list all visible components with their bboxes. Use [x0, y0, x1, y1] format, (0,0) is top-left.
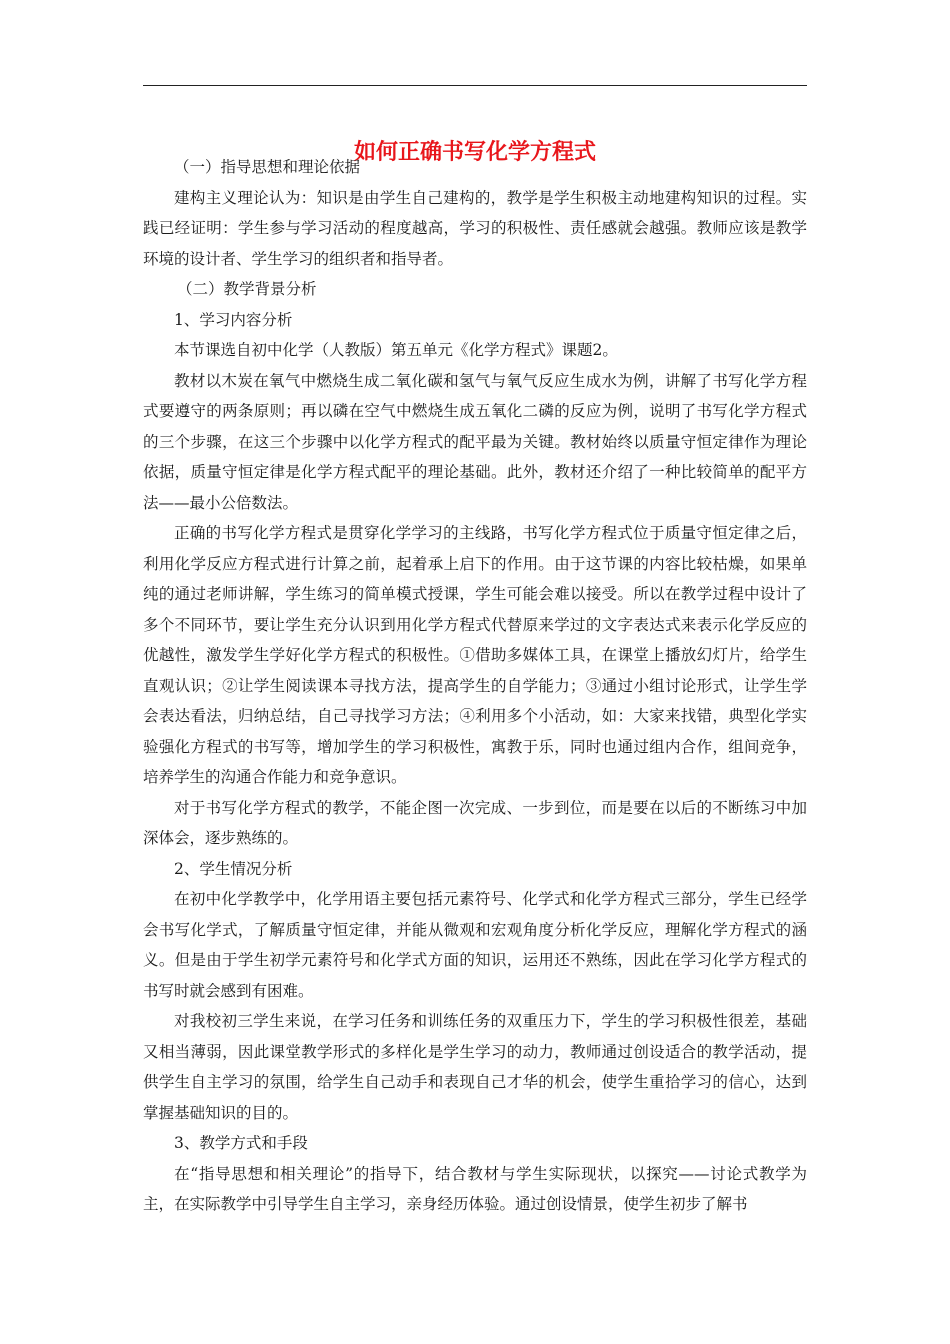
paragraph-student-situation: 对我校初三学生来说，在学习任务和训练任务的双重压力下，学生的学习积极性很差，基础又相当薄弱，因此课堂教学形式的多样化是学生学习的动力，教师通过创设适合的教学活动，提供学生自主学习的氛围，给学生自己动手和表现自己才华的机会，使学生重拾学习的信心，达到掌握基础知识的目的。	[143, 1012, 807, 1122]
page-title: 如何正确书写化学方程式	[353, 139, 596, 165]
subsection-heading-teaching-methods: 3、教学方式和手段	[174, 1134, 308, 1152]
paragraph-lesson-source: 本节课选自初中化学（人教版）第五单元《化学方程式》课题2。	[174, 341, 618, 359]
paragraph-teaching-design: 正确的书写化学方程式是贯穿化学学习的主线路，书写化学方程式位于质量守恒定律之后，利用化学反应方程式进行计算之前，起着承上启下的作用。由于这节课的内容比较枯燥，如果单纯的通过老师讲解，学生练习的简单模式授课，学生可能会难以接受。所以在教学过程中设计了多个不同环节，要让学生充分认识到用化学方程式代替原来学过的文字表达式来表示化学反应的优越性，激发学生学好化学方程式的积极性。①借助多媒体工具，在课堂上播放幻灯片，给学生直观认识；②让学生阅读课本寻找方法，提高学生的自学能力；③通过小组讨论形式，让学生学会表达看法，归纳总结，自己寻找学习方法；④利用多个小活动，如：大家来找错，典型化学实验强化方程式的书写等，增加学生的学习积极性，寓教于乐，同时也通过组内合作，组间竞争，培养学生的沟通合作能力和竞争意识。	[143, 524, 807, 786]
header-rule	[143, 85, 807, 86]
paragraph-textbook-content: 教材以木炭在氧气中燃烧生成二氧化碳和氢气与氧气反应生成水为例，讲解了书写化学方程式要遵守的两条原则；再以磷在空气中燃烧生成五氧化二磷的反应为例，说明了书写化学方程式的三个步骤，在这三个步骤中以化学方程式的配平最为关键。教材始终以质量守恒定律作为理论依据，质量守恒定律是化学方程式配平的理论基础。此外，教材还介绍了一种比较简单的配平方法——最小公倍数法。	[143, 371, 807, 512]
subsection-heading-student-analysis: 2、学生情况分析	[174, 859, 293, 878]
section-heading-guiding-theory: （一）指导思想和理论依据	[174, 158, 361, 176]
section-heading-background: （二）教学背景分析	[177, 280, 317, 298]
subsection-heading-content-analysis: 1、学习内容分析	[174, 310, 293, 329]
paragraph-constructivism: 建构主义理论认为：知识是由学生自己建构的，教学是学生积极主动地建构知识的过程。实践已经证明：学生参与学习活动的程度越高，学习的积极性、责任感就会越强。教师应该是教学环境的设计者、学生学习的组织者和指导者。	[143, 188, 807, 268]
document-body	[143, 152, 807, 1220]
paragraph-practice-note: 对于书写化学方程式的教学，不能企图一次完成、一步到位，而是要在以后的不断练习中加深体会，逐步熟练的。	[143, 798, 807, 847]
paragraph-chemical-language: 在初中化学教学中，化学用语主要包括元素符号、化学式和化学方程式三部分，学生已经学会书写化学式，了解质量守恒定律，并能从微观和宏观角度分析化学反应，理解化学方程式的涵义。但是由于学生初学元素符号和化学式方面的知识，运用还不熟练，因此在学习化学方程式的书写时就会感到有困难。	[143, 890, 807, 1000]
paragraph-teaching-approach: 在“指导思想和相关理论”的指导下，结合教材与学生实际现状，以探究——讨论式教学为主，在实际教学中引导学生自主学习，亲身经历体验。通过创设情景，使学生初步了解书	[143, 1164, 807, 1213]
